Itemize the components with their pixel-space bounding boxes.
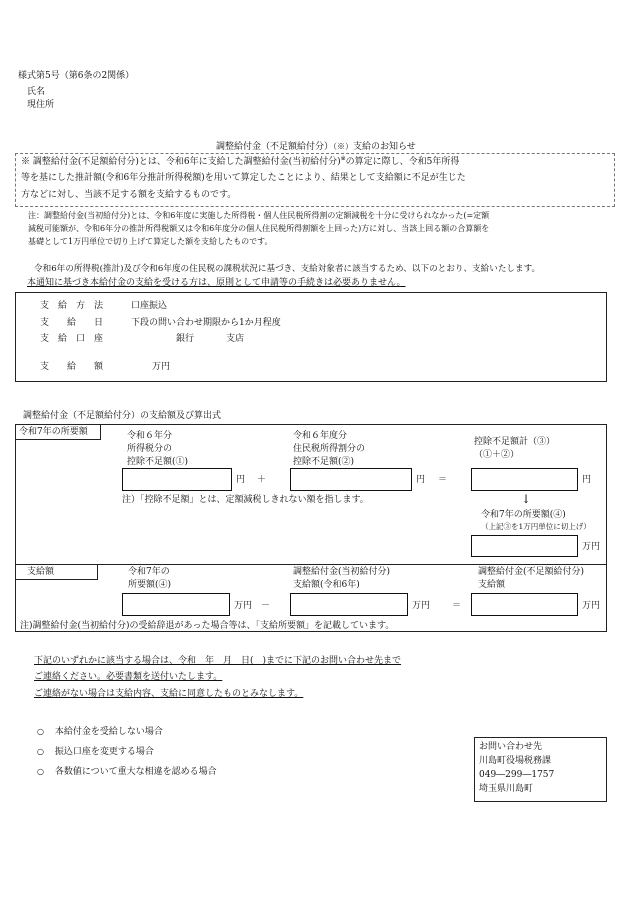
- deficit-note: 注）「控除不足額」とは、定額減税しきれない額を指します。: [122, 495, 369, 505]
- plus-sign: ＋: [257, 475, 267, 485]
- case-2: ○ 振込口座を変更する場合: [37, 747, 154, 757]
- man-yen-2: 万円: [234, 601, 253, 611]
- col3-line-2: （①＋②）: [474, 450, 520, 460]
- branch-label: 支店: [226, 334, 245, 344]
- name-label: 氏名: [27, 87, 46, 97]
- inquiry-title: お問い合わせ先: [479, 742, 543, 752]
- inquiry-phone: 049―299―1757: [479, 770, 555, 780]
- col1-line-3: 控除不足額(①): [127, 457, 189, 467]
- p3-line-1: 調整給付金(不足額給付分): [478, 567, 585, 577]
- circle-icon: ○: [37, 767, 44, 776]
- man-yen-4: 万円: [582, 601, 601, 611]
- date-label: 支 給 日: [40, 318, 104, 328]
- account-label: 支 給 口 座: [40, 334, 104, 344]
- yen-1: 円: [236, 475, 246, 485]
- title-main: 調整給付金（不足額給付分）: [216, 142, 334, 152]
- page-title: [216, 141, 416, 153]
- down-arrow-icon: ↓: [521, 492, 532, 506]
- col2-line-2: 住民税所得割分の: [293, 444, 366, 454]
- definition-line-1: ※ 調整給付金(不足額給付分)とは、令和6年に支給した調整給付金(当初給付分)※の算定に際し、令和5年所得: [21, 155, 460, 167]
- col2-line-1: 令和６年度分: [293, 431, 348, 441]
- man-yen-1: 万円: [582, 542, 601, 552]
- input-deficit-total[interactable]: [471, 468, 578, 491]
- col2-line-3: 控除不足額(②): [293, 457, 355, 467]
- p1-line-1: 令和7年の: [128, 567, 170, 577]
- calc-note-2: 注)調整給付金(当初給付分)の受給辞退があった場合等は、「支給所要額」を記載しています。: [20, 621, 395, 631]
- yen-3: 円: [582, 475, 592, 485]
- p2-line-1: 調整給付金(当初給付分): [293, 567, 391, 577]
- method-value: 口座振込: [131, 301, 168, 311]
- initial-note-line-2: 減税可能額が、令和6年分の推計所得税額又は令和6年度分の個人住民税所得割額を上回った)方に対し、当該上回る額の合算額を: [28, 224, 490, 233]
- method-label: 支 給 方 法: [40, 301, 104, 311]
- p3-line-2: 支給額: [478, 580, 506, 590]
- required-tab: 令和7年の所要額: [19, 427, 88, 437]
- contact-line-1: 下記のいずれかに該当する場合は、令和 年 月 日( )までに下記のお問い合わせ先まで: [34, 656, 402, 666]
- input-deficit-2[interactable]: [290, 468, 412, 491]
- contact-line-2: ご連絡ください。必要書類を送付いたします。: [34, 672, 223, 682]
- date-value: 下段の問い合わせ期限から1か月程度: [131, 318, 281, 328]
- case-1: ○ 本給付金を受給しない場合: [37, 727, 163, 737]
- col1-line-2: 所得税分の: [127, 444, 173, 454]
- amount-label: 支 給 額: [40, 362, 104, 372]
- body-line-1: 令和6年の所得税(推計)及び令和6年度の住民税の課税状況に基づき、支給対象者に該当するため、以下のとおり、支給いたします。: [34, 264, 541, 274]
- initial-note-line-3: 基礎として1万円単位で切り上げて算定した額を支給したものです。: [28, 237, 273, 246]
- definition-line-3: 方などに対し、当該不足する額を支給するものです。: [21, 190, 237, 200]
- input-p2[interactable]: [290, 593, 408, 616]
- initial-note-line-1: 注：調整給付金(当初給付分)とは、令和6年度に実施した所得税・個人住民税所得割の定額減税を十分に受けられなかった(=定額: [28, 211, 490, 220]
- address-label: 現住所: [27, 100, 55, 110]
- definition-line-2: 等を基にした推計額(令和6年分推計所得税額)を用いて算定したことにより、結果として支給額に不足が生じた: [21, 173, 466, 183]
- inquiry-dept: 川島町役場税務課: [479, 756, 552, 766]
- p2-line-2: 支給額(令和6年): [293, 580, 360, 590]
- title-seal: （※）: [333, 142, 354, 151]
- inquiry-address: 埼玉県川島町: [479, 784, 534, 794]
- input-p3[interactable]: [471, 593, 578, 616]
- equals-sign-1: ＝: [438, 475, 448, 485]
- contact-line-3: ご連絡がない場合は支給内容、支給に同意したものとみなします。: [34, 689, 304, 699]
- amount-unit: 万円: [152, 362, 171, 372]
- equals-sign-2: ＝: [452, 601, 462, 611]
- circle-icon: ○: [37, 727, 44, 736]
- body-line-2: 本通知に基づき本給付金の支給を受ける方は、原則として申請等の手続きは必要ありません。: [27, 278, 406, 288]
- input-p1[interactable]: [122, 593, 230, 616]
- col1-line-1: 令和６年分: [127, 431, 173, 441]
- bank-label: 銀行: [176, 334, 195, 344]
- p1-line-2: 所要額(④): [128, 580, 172, 590]
- circle-icon: ○: [37, 747, 44, 756]
- calc-section-title: 調整給付金（不足額給付分）の支給額及び算出式: [23, 411, 222, 421]
- input-required-amount[interactable]: [471, 535, 578, 557]
- payment-tab: 支給額: [27, 567, 55, 577]
- required-amount-sub: （上記③を1万円単位に切上げ）: [481, 522, 591, 531]
- input-deficit-1[interactable]: [122, 468, 232, 491]
- row-divider: [15, 564, 607, 565]
- required-amount-label: 令和7年の所要額(④): [481, 510, 566, 520]
- yen-2: 円: [416, 475, 426, 485]
- title-suffix: 支給のお知らせ: [353, 142, 416, 152]
- man-yen-3: 万円: [412, 601, 431, 611]
- minus-sign: －: [261, 601, 271, 611]
- payment-info-box: [15, 292, 607, 382]
- col3-line-1: 控除不足額計（③）: [474, 437, 556, 447]
- form-number: 様式第5号（第6条の2関係）: [18, 71, 135, 81]
- case-3: ○ 各数値について重大な相違を認める場合: [37, 767, 217, 777]
